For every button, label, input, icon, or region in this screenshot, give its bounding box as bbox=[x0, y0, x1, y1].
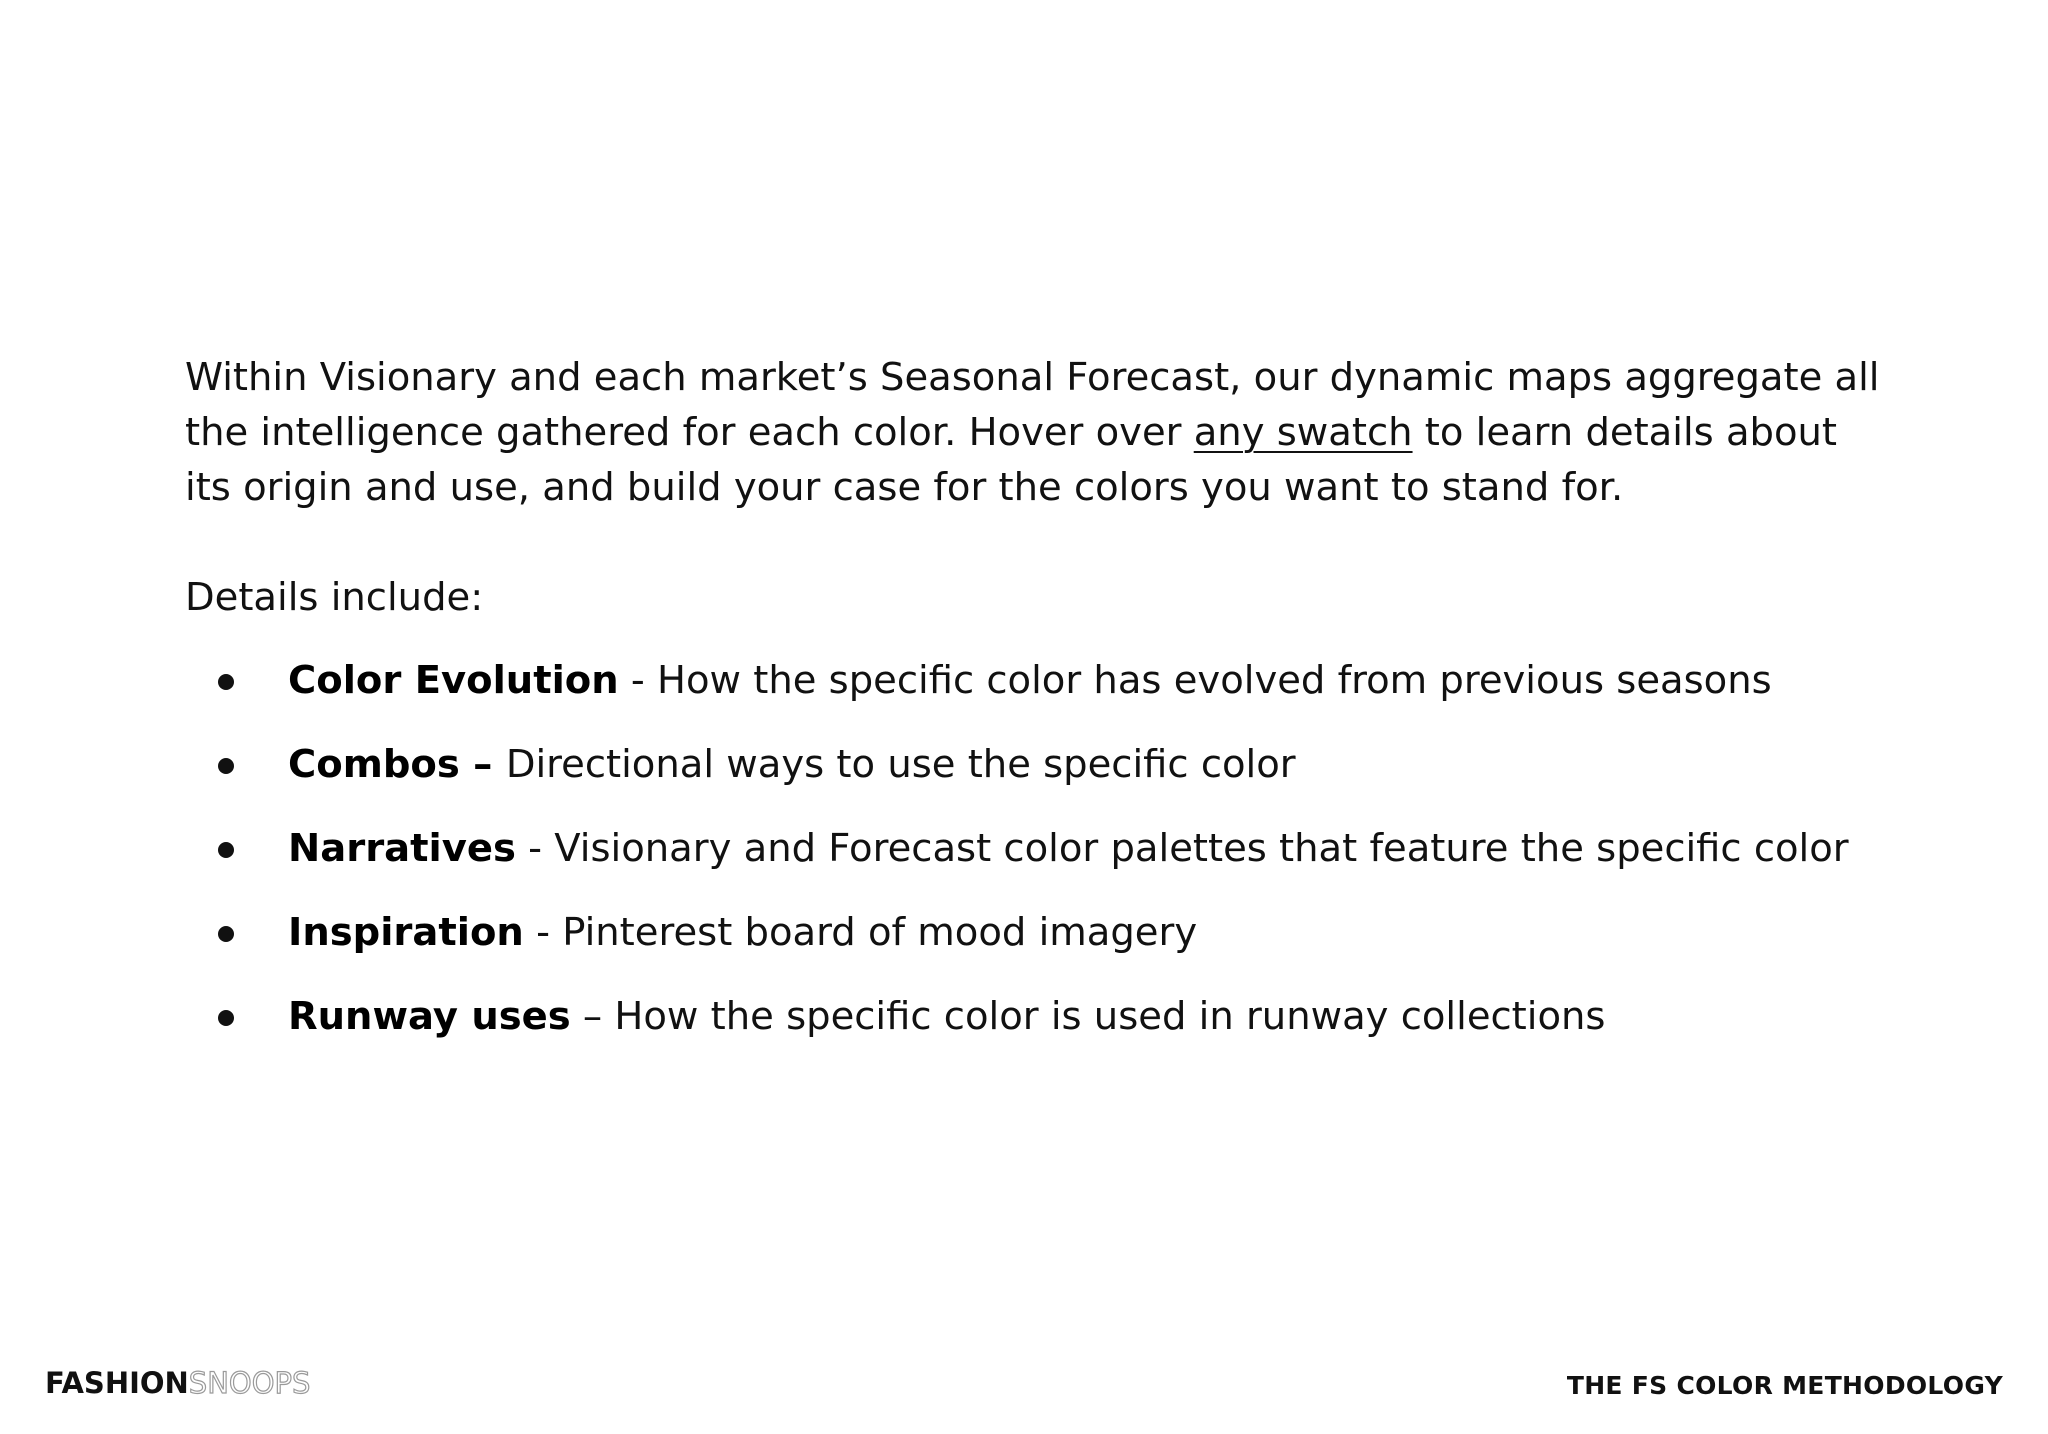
list-item bbox=[185, 905, 1885, 960]
detail-separator: - bbox=[523, 910, 563, 955]
detail-term: Inspiration bbox=[288, 910, 524, 955]
list-item bbox=[185, 821, 1885, 876]
footer-title: THE FS COLOR METHODOLOGY bbox=[1566, 1371, 2003, 1400]
bullet-icon bbox=[218, 1010, 234, 1026]
detail-separator: - bbox=[618, 658, 658, 703]
list-item bbox=[185, 653, 1885, 708]
list-item bbox=[185, 989, 1885, 1044]
details-heading: Details include: bbox=[185, 575, 484, 620]
details-list bbox=[185, 653, 1885, 1044]
detail-description: How the specific color is used in runway collections bbox=[614, 994, 1606, 1039]
intro-text-start: Within Visionary and each market’s Seasonal Forecast, our dynamic maps aggregate all the intelligence gathered for each color. Hover over bbox=[185, 355, 1880, 455]
detail-term: Combos bbox=[288, 742, 460, 787]
detail-separator: - bbox=[515, 826, 555, 871]
list-item bbox=[185, 737, 1885, 792]
bullet-icon bbox=[218, 674, 234, 690]
main-content bbox=[185, 350, 1885, 1073]
bullet-icon bbox=[218, 926, 234, 942]
detail-separator: – bbox=[459, 742, 506, 787]
bullet-icon bbox=[218, 842, 234, 858]
bullet-icon bbox=[218, 758, 234, 774]
intro-paragraph bbox=[185, 350, 1885, 515]
detail-description: Directional ways to use the specific color bbox=[505, 742, 1296, 787]
detail-description: How the specific color has evolved from previous seasons bbox=[657, 658, 1772, 703]
any-swatch-link[interactable]: any swatch bbox=[1193, 410, 1413, 455]
detail-description: Visionary and Forecast color palettes that feature the specific color bbox=[554, 826, 1849, 871]
detail-term: Color Evolution bbox=[288, 658, 619, 703]
intro-text-end: to learn details about its origin and use, and build your case for the colors you want to stand for. bbox=[185, 410, 1838, 510]
logo-light-text: SNOOPS bbox=[188, 1366, 311, 1400]
logo-strong-text: FASHION bbox=[45, 1366, 189, 1400]
fashion-snoops-logo bbox=[45, 1366, 310, 1400]
detail-term: Narratives bbox=[288, 826, 516, 871]
detail-term: Runway uses bbox=[288, 994, 571, 1039]
detail-separator: – bbox=[570, 994, 615, 1039]
detail-description: Pinterest board of mood imagery bbox=[562, 910, 1198, 955]
